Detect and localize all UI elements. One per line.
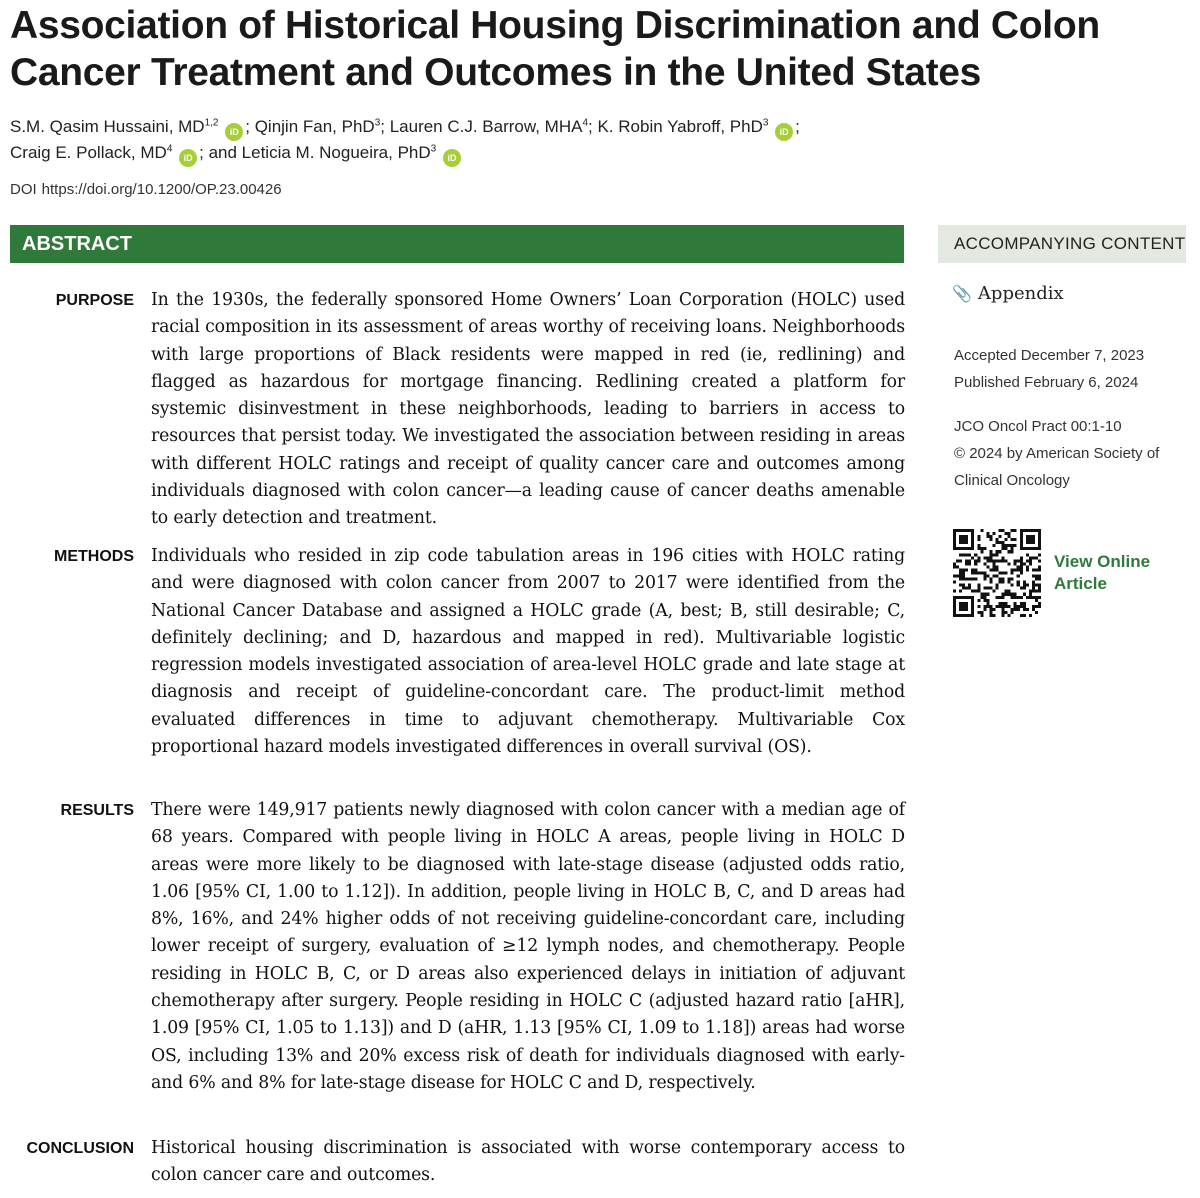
- results-text: There were 149,917 patients newly diagnosed with colon cancer with a median age of 68 years. Compared with people living in HOLC A areas, people living in HOLC D areas were more likely to be diagnosed with late-stage disease (adjusted odds ratio, 1.06 [95% CI, 1.00 to 1.12]). In addition, people living in HOLC B, C, and D areas had 8%, 16%, and 24% higher odds of not receiving guideline-concordant care, including lower receipt of surgery, evaluation of ≥12 lymph nodes, and chemotherapy. People residing in HOLC B, C, or D areas also experienced delays in initiation of adjuvant chemotherapy after surgery. People residing in HOLC C (adjusted hazard ratio [aHR], 1.09 [95% CI, 1.05 to 1.13]) and D (aHR, 1.13 [95% CI, 1.09 to 1.18]) areas had worse OS, including 13% and 20% excess risk of death for individuals diagnosed with early- and 6% and 8% for late-stage disease for HOLC C and D, respectively.: [151, 800, 905, 1093]
- qr-code-icon[interactable]: [953, 529, 1041, 617]
- methods-label: METHODS: [54, 548, 134, 565]
- author-affiliation: 4: [166, 143, 173, 155]
- appendix-link[interactable]: [952, 283, 1064, 304]
- accompanying-content-heading: ACCOMPANYING CONTENT: [938, 225, 1186, 263]
- author-separator: ;: [795, 117, 800, 136]
- title-line-2: Cancer Treatment and Outcomes in the United States: [10, 51, 982, 94]
- author-separator: ;: [380, 117, 390, 136]
- orcid-icon[interactable]: iD: [179, 149, 197, 167]
- abstract-heading: ABSTRACT: [10, 225, 904, 263]
- methods-text: Individuals who resided in zip code tabulation areas in 196 cities with HOLC rating and were diagnosed with colon cancer from 2007 to 2017 were identified from the National Cancer Database and assigned a HOLC grade (A, best; B, still desirable; C, definitely declining; and D, hazardous and mapped in red). Multivariable logistic regression models investigated association of area-level HOLC grade and late stage at diagnosis and receipt of guideline-concordant care. The product-limit method evaluated differences in time to adjuvant chemotherapy. Multivariable Cox proportional hazard models investigated differences in overall survival (OS).: [151, 546, 905, 758]
- author-affiliation: 3: [762, 117, 769, 129]
- author-name[interactable]: Qinjin Fan, PhD: [254, 117, 375, 136]
- copyright-notice: © 2024 by American Society of Clinical Oncology: [954, 445, 1160, 489]
- author-name[interactable]: Leticia M. Nogueira, PhD: [241, 143, 431, 162]
- view-online-article-link[interactable]: [1054, 551, 1164, 595]
- conclusion-text: Historical housing discrimination is associated with worse contemporary access to colon cancer care and outcomes.: [151, 1138, 905, 1186]
- author-separator: ;: [245, 117, 255, 136]
- author-list-line-1: [10, 114, 910, 141]
- author-list-line-2: [10, 140, 910, 167]
- author-affiliation: 1,2: [204, 117, 219, 129]
- orcid-icon[interactable]: iD: [443, 149, 461, 167]
- orcid-icon[interactable]: iD: [225, 123, 243, 141]
- accepted-date: Accepted December 7, 2023: [954, 347, 1145, 364]
- author-name[interactable]: K. Robin Yabroff, PhD: [597, 117, 763, 136]
- author-affiliation: 3: [430, 143, 437, 155]
- doi-line: [10, 181, 282, 198]
- results-label: RESULTS: [60, 802, 134, 819]
- view-online-line-1[interactable]: View Online: [1054, 552, 1151, 571]
- orcid-icon[interactable]: iD: [775, 123, 793, 141]
- doi-label: DOI: [10, 181, 37, 198]
- author-name[interactable]: S.M. Qasim Hussaini, MD: [10, 117, 205, 136]
- article-title: [10, 2, 1195, 96]
- appendix-label[interactable]: Appendix: [977, 283, 1064, 304]
- journal-info: [954, 413, 1169, 494]
- journal-citation: JCO Oncol Pract 00:1-10: [954, 418, 1122, 435]
- author-affiliation: 4: [582, 117, 589, 129]
- view-online-line-2[interactable]: Article: [1054, 574, 1107, 593]
- author-separator: ; and: [199, 143, 242, 162]
- title-line-1: Association of Historical Housing Discrimination and Colon: [10, 4, 1100, 47]
- author-affiliation: 3: [374, 117, 381, 129]
- author-name[interactable]: Lauren C.J. Barrow, MHA: [389, 117, 583, 136]
- doi-link[interactable]: https://doi.org/10.1200/OP.23.00426: [41, 181, 282, 198]
- purpose-label: PURPOSE: [55, 292, 134, 309]
- publication-dates: [954, 342, 1194, 396]
- purpose-text: In the 1930s, the federally sponsored Home Owners’ Loan Corporation (HOLC) used racial composition in its assessment of areas worthy of receiving loans. Neighborhoods with large proportions of Black residents were mapped in red (ie, redlining) and flagged as hazardous for mortgage financing. Redlining created a platform for systemic disinvestment in these neighborhoods, leading to barriers in access to resources that persist today. We investigated the association between residing in areas with different HOLC ratings and receipt of quality cancer care and outcomes among individuals diagnosed with colon cancer—a leading cause of cancer deaths amenable to early detection and treatment.: [151, 290, 905, 529]
- conclusion-label: CONCLUSION: [26, 1140, 134, 1157]
- author-separator: ;: [588, 117, 598, 136]
- published-date: Published February 6, 2024: [954, 374, 1139, 391]
- author-name[interactable]: Craig E. Pollack, MD: [10, 143, 167, 162]
- paperclip-icon: 📎: [952, 284, 972, 303]
